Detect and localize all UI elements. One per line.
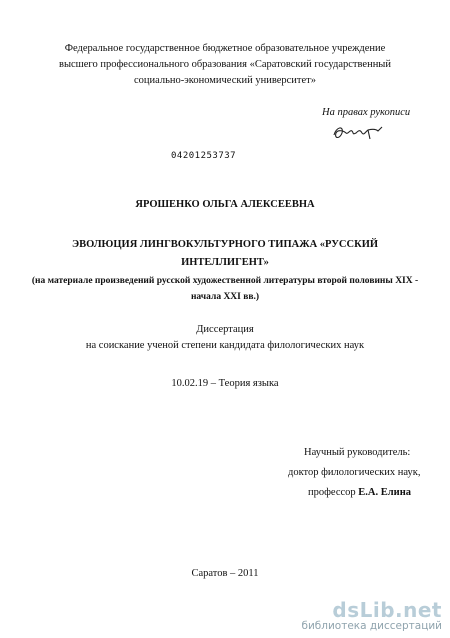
document-type: Диссертация [196,324,254,335]
advisor-degree: доктор филологических наук, [288,467,421,478]
thesis-subtitle-line-2: начала XXI вв.) [190,292,260,302]
watermark-subtitle: библиотека диссертаций [301,620,442,632]
institution-line-1: Федеральное государственное бюджетное образовательное учреждение [64,43,386,54]
institution-line-3: социально-экономический университет» [133,75,317,86]
registration-code: 04201253737 [171,151,237,161]
thesis-title-line-1: ЭВОЛЮЦИЯ ЛИНГВОКУЛЬТУРНОГО ТИПАЖА «РУССКИЙ [71,239,379,250]
advisor-surname: Е.А. Елина [358,487,412,498]
specialty: 10.02.19 – Теория языка [171,378,279,389]
advisor-label: Научный руководитель: [304,447,411,458]
manuscript-rights: На правах рукописи [322,107,411,118]
watermark-logo: dsLib.net [332,598,442,622]
city-year: Саратов – 2011 [191,568,259,579]
institution-line-2: высшего профессионального образования «Саратовский государственный [59,59,391,70]
advisor-rank: профессор [308,487,359,498]
thesis-subtitle-line-1: (на материале произведений русской художественной литературы второй половины XIX - [31,276,419,286]
handwritten-signature [330,121,390,143]
thesis-title-line-2: ИНТЕЛЛИГЕНТ» [181,257,269,268]
degree-purpose: на соискание ученой степени кандидата филологических наук [85,340,365,351]
author-name: ЯРОШЕНКО ОЛЬГА АЛЕКСЕЕВНА [135,199,315,210]
watermark [301,600,442,632]
advisor-name [308,486,411,499]
